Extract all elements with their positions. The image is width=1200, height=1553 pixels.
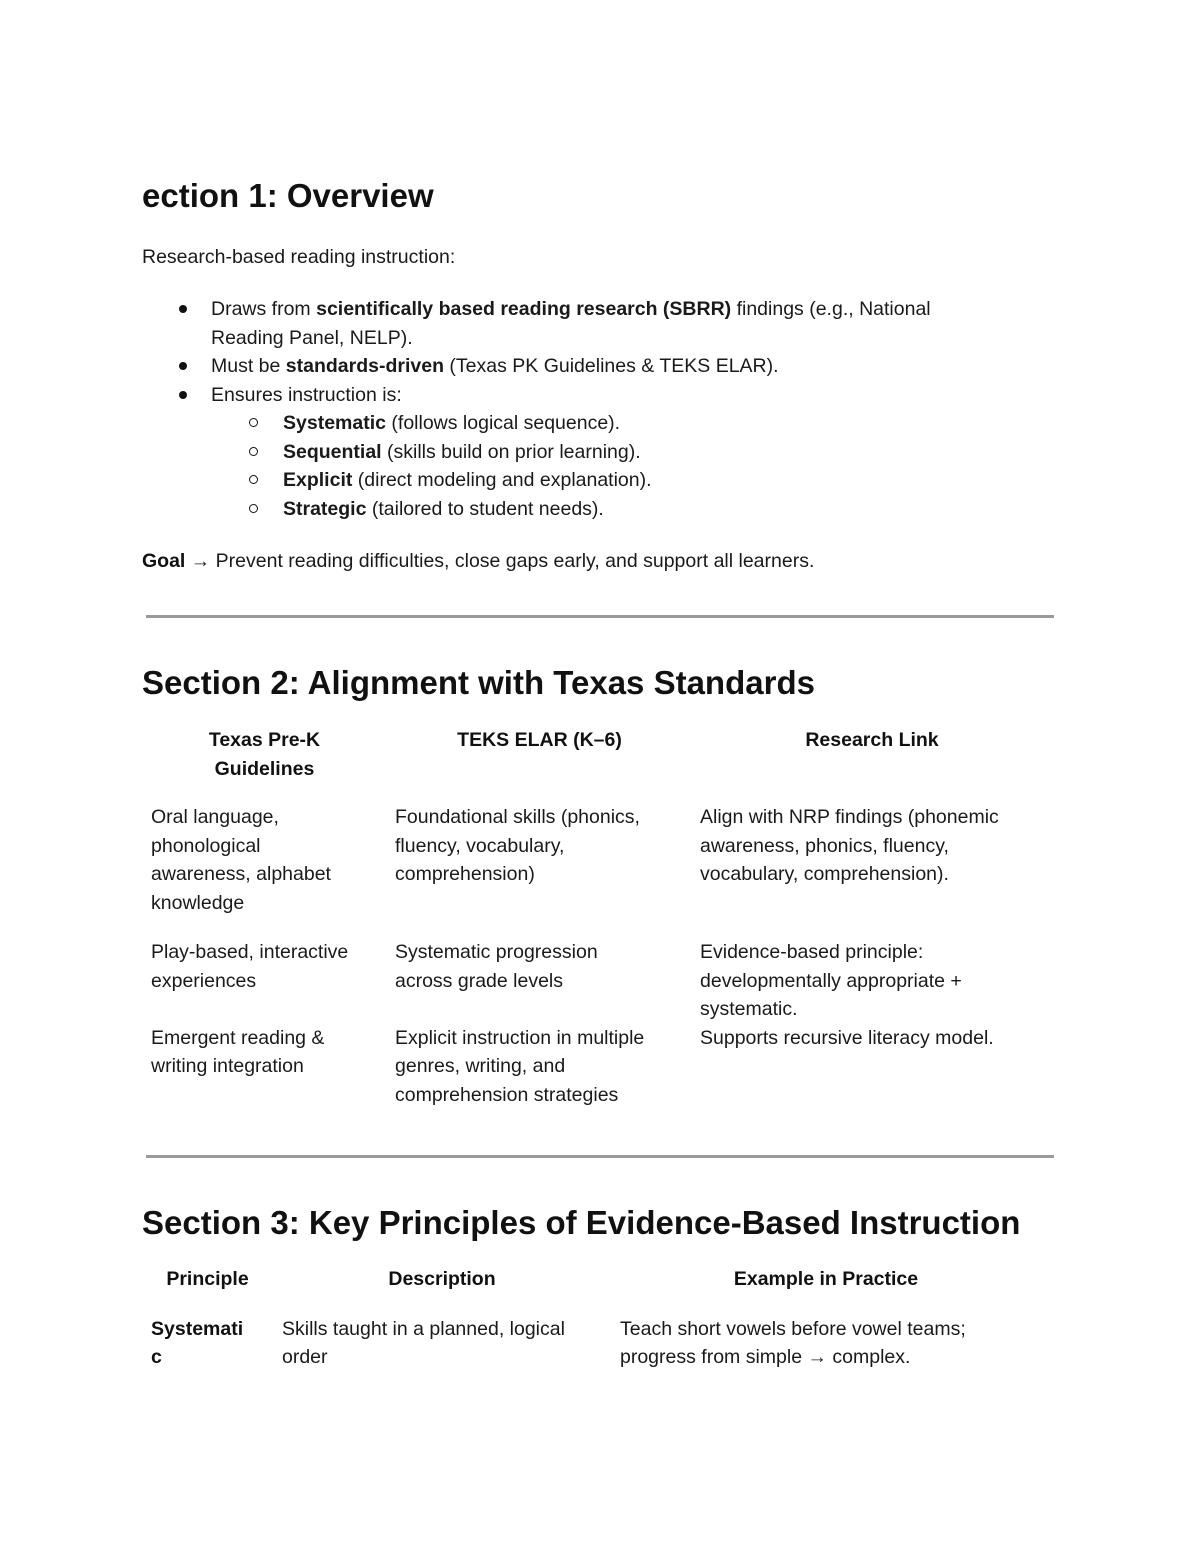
section-3-heading: Section 3: Key Principles of Evidence-Based Instruction (142, 1204, 1021, 1241)
table-row (142, 1024, 1052, 1110)
sub-bullet-item: Systematic (follows logical sequence). (142, 409, 1042, 438)
section-divider (146, 615, 1054, 618)
table-header-cell: Principle (166, 1268, 249, 1290)
table-cell: Align with NRP findings (phonemic awareness, phonics, fluency, vocabulary, comprehension). (700, 806, 999, 885)
table-header-cell: Texas Pre-K Guidelines (208, 729, 321, 780)
section-2-heading: Section 2: Alignment with Texas Standards (142, 664, 815, 701)
sub-bullet-item: Strategic (tailored to student needs). (142, 495, 1042, 524)
bullet-ring-icon (249, 418, 258, 427)
table-row (142, 1315, 1041, 1372)
table-cell: Oral language, phonological awareness, alphabet knowledge (151, 806, 331, 914)
table-header-cell: TEKS ELAR (K–6) (457, 729, 622, 751)
section-divider (146, 1155, 1054, 1158)
bullet-dot-icon (179, 391, 187, 399)
bullet-ring-icon (249, 504, 258, 513)
bullet-ring-icon (249, 447, 258, 456)
bullet-ring-icon (249, 475, 258, 484)
table-cell: Systemati c (151, 1317, 244, 1368)
bullet-item: Draws from scientifically based reading research (SBRR) findings (e.g., National Reading Panel, NELP). (142, 295, 1042, 352)
sub-bullet-item: Sequential (skills build on prior learning). (142, 438, 1042, 467)
bullet-item: Ensures instruction is: (142, 381, 1042, 410)
table-header-cell: Research Link (805, 729, 939, 751)
table-cell: Supports recursive literacy model. (700, 1026, 994, 1049)
section-1-heading: ection 1: Overview (142, 177, 434, 214)
table-cell: Play-based, interactive experiences (151, 941, 349, 992)
table-header-row (142, 1265, 1041, 1315)
table-cell: Teach short vowels before vowel teams; progress from simple → complex. (620, 1317, 966, 1368)
section-1-intro: Research-based reading instruction: (142, 246, 456, 268)
sub-bullet-item: Explicit (direct modeling and explanation). (142, 466, 1042, 495)
alignment-table (142, 726, 1052, 1109)
table-cell: Systematic progression across grade levels (395, 941, 598, 992)
principles-table (142, 1265, 1041, 1372)
section-1-bullet-list (142, 295, 1042, 523)
bullet-dot-icon (179, 305, 187, 313)
bullet-item: Must be standards-driven (Texas PK Guidelines & TEKS ELAR). (142, 352, 1042, 381)
table-row (142, 938, 1052, 1024)
table-cell: Emergent reading & writing integration (151, 1026, 325, 1077)
table-header-cell: Example in Practice (733, 1268, 919, 1290)
table-cell: Foundational skills (phonics, fluency, vocabulary, comprehension) (395, 806, 640, 885)
section-1-goal: Goal → Prevent reading difficulties, close gaps early, and support all learners. (142, 550, 815, 572)
table-cell: Explicit instruction in multiple genres, writing, and comprehension strategies (395, 1026, 645, 1106)
table-header-cell: Description (388, 1268, 496, 1290)
table-header-row (142, 726, 1052, 803)
table-cell: Skills taught in a planned, logical order (282, 1317, 565, 1368)
table-cell: Evidence-based principle: developmentally appropriate + systematic. (700, 941, 962, 1020)
table-row (142, 803, 1052, 938)
bullet-dot-icon (179, 362, 187, 370)
